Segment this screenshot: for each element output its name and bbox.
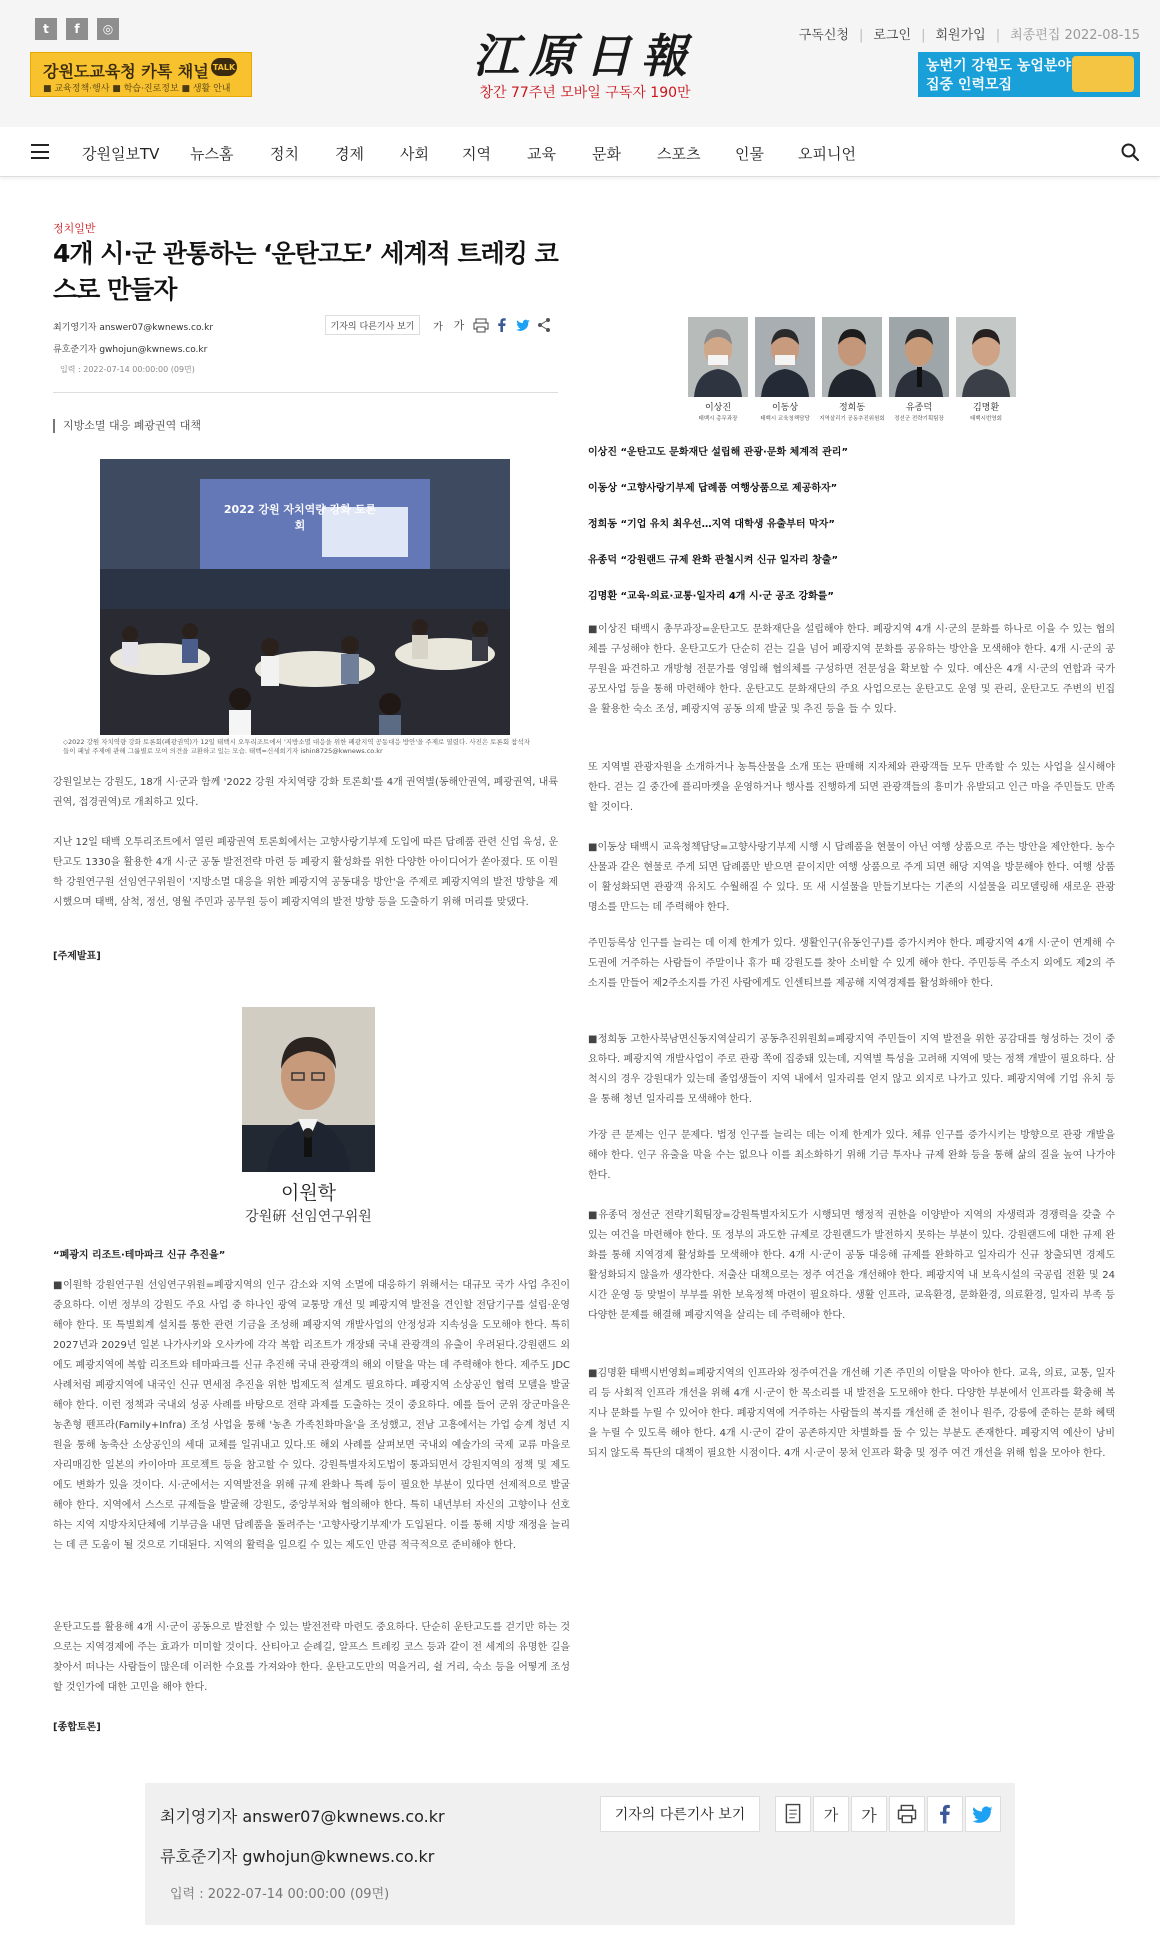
search-icon[interactable] xyxy=(1120,142,1140,162)
presenter-quote: “폐광지 리조트·테마파크 신규 추진을” xyxy=(53,1250,226,1261)
panelist-photo xyxy=(688,317,748,397)
nav-item-economy[interactable]: 경제 xyxy=(335,145,364,163)
nav-item-region[interactable]: 지역 xyxy=(462,145,491,163)
menu-icon[interactable] xyxy=(31,144,49,159)
edit-date: 최종편집 2022-08-15 xyxy=(1010,28,1140,43)
panelist-name: 정희동 xyxy=(838,403,866,413)
photo-banner-text: 2022 강원 자치역량 강화 토론회 xyxy=(223,503,377,532)
paragraph-panelist: ■이상진 태백시 총무과장=운탄고도 문화재단을 설립해야 한다. 폐광지역 4개 시·군의 문화를 하나로 이을 수 있는 협의체를 구성해야 한다. 운탄고도가 단순히 걷는 길을 넘어 폐광지역 문화를 공유하는 방안을 모색해야 한다. 4개 시·군의 공무원을 파견하고 개방형 전문가를 영입해 협의체를 구성하면 전문성을 확보할 수 있다. 예산은 4개 시·군의 연합과 국가 공모사업 등을 통해 마련해야 한다. 운탄고도 문화재단의 주요 사업으로는 운탄고도 운영 및 관리, 운탄고도 주변의 빈집을 활용한 숙소 조성, 폐광지역 공동 의제 발굴 및 추진 등을 들 수 있다. xyxy=(588,624,1115,715)
panelist-role: 태백시번영회 xyxy=(970,416,1002,422)
reporter-byline-1[interactable]: 최기영기자 answer07@kwnews.co.kr xyxy=(53,323,214,333)
panelist-photo xyxy=(956,317,1016,397)
banner-line2: 집중 인력모집 xyxy=(926,77,1013,93)
panelist-name: 이상진 xyxy=(704,403,732,413)
panelist-quote: 김명환 “교육·의료·교통·일자리 4개 시·군 공조 강화를” xyxy=(588,591,834,602)
panelist-quote: 이동상 “고향사랑기부제 답례품 여행상품으로 제공하자” xyxy=(588,483,838,494)
section-label-discussion: [종합토론] xyxy=(53,1722,101,1733)
paragraph-intro: 강원일보는 강원도, 18개 시·군과 함께 '2022 강원 자치역량 강화 토론회'를 4개 권역별(동해안권역, 폐광권역, 내륙권역, 접경권역)로 개최하고 있다. xyxy=(53,777,558,808)
reporter-byline-2[interactable]: 류호준기자 gwhojun@kwnews.co.kr xyxy=(53,345,208,355)
nav-item-home[interactable]: 뉴스홈 xyxy=(190,145,234,163)
instagram-social-icon[interactable]: ◎ xyxy=(97,18,119,40)
banner-illustration xyxy=(1072,56,1134,92)
document-icon[interactable] xyxy=(775,1796,811,1832)
share-icon[interactable] xyxy=(534,315,554,335)
panelist-photo xyxy=(755,317,815,397)
footer-font-increase-button[interactable]: 가 xyxy=(851,1796,887,1832)
signup-link[interactable]: 회원가입 xyxy=(935,28,986,43)
site-logo[interactable]: 江原日報 xyxy=(473,29,697,83)
footer-date: 입력 : 2022-07-14 00:00:00 (09면) xyxy=(170,1887,390,1902)
footer-facebook-icon[interactable] xyxy=(927,1796,963,1832)
banner-line1: 농번기 강원도 농업분야 xyxy=(926,58,1071,74)
footer-twitter-icon[interactable] xyxy=(965,1796,1001,1832)
twitter-social-icon[interactable]: t xyxy=(35,18,57,40)
panelist-quote: 유종덕 “강원랜드 규제 완화 관철시켜 신규 일자리 창출” xyxy=(588,555,839,566)
nav-item-society[interactable]: 사회 xyxy=(400,145,429,163)
print-icon[interactable] xyxy=(471,315,491,335)
section-label-presentation: [주제발표] xyxy=(53,951,101,962)
presenter-name: 이원학 xyxy=(280,1182,337,1204)
nav-item-education[interactable]: 교육 xyxy=(527,145,556,163)
panelist-photo xyxy=(822,317,882,397)
font-decrease-button[interactable]: 가 xyxy=(433,321,443,333)
nav-item-politics[interactable]: 정치 xyxy=(270,145,299,163)
banner-title: 강원도교육청 카톡 채널 xyxy=(43,62,209,81)
footer-font-decrease-button[interactable]: 가 xyxy=(813,1796,849,1832)
paragraph-presentation: ■이원학 강원연구원 선임연구위원=폐광지역의 인구 감소와 지역 소멸에 대응하기 위해서는 대규모 국가 사업 추진이 중요하다. 이번 정부의 강원도 주요 사업 중 하나인 광역 교통망 개선 및 폐광지역 발전을 견인할 전담기구를 설립·운영해야 한다. 또 특별회계 설치를 통한 관련 기금을 조성해 폐광지역 개발사업의 안정성과 지속성을 도모해야 한다. 특히 2027년과 2029년 일본 나가사키와 오사카에 각각 복합 리조트가 개장돼 국내 관광객의 유출이 우려된다.강원랜드 외에도 폐광지역에 복합 리조트와 테마파크를 신규 추진해 국내 관광객의 해외 이탈을 막는 데 주력해야 한다. 제주도 JDC 사례처럼 폐광지역에 내국인 신규 면세점 추진을 위한 법제도적 설계도 필요하다. 폐광지역 소상공인 협력 모델을 발굴해야 한다. 이런 정책과 국내외 성공 사례를 바탕으로 전략 과제를 도출하는 것이 중요하다. 예를 들어 군위 장군마을은 농촌형 펜프라(Family+Infra) 조성 사업을 통해 '농촌 가족친화마을'을 조성했고, 전남 고흥에서는 가업 승계 청년 지원을 통해 농축산 소상공인의 세대 교체를 일궈내고 있다.또 해외 사례를 살펴보면 국내외 예술가의 국제 교류 마을로 자리매김한 일본의 카이아마 프로젝트 등을 참고할 수 있다. 강원특별자치도법이 통과되면서 강원지역의 정책 및 제도에도 변화가 있을 것이다. 시·군에서는 지역발전을 위해 규제 완화나 특례 등이 필요한 부분이 있다면 선제적으로 발굴해야 한다. 지역에서 스스로 규제들을 발굴해 강원도, 중앙부처와 협의해야 한다. 특히 내년부터 자신의 고향이나 선호하는 지역 지방자치단체에 기부금을 내면 답례품을 돌려주는 '고향사랑기부제'가 도입된다. 이를 통해 지방 재정을 늘리는 데 큰 도움이 될 것으로 기대된다. 지역의 활력을 일으킬 수 있는 제도인 만큼 적극적으로 준비해야 한다. xyxy=(53,1280,570,1551)
paragraph-panelist: ■이동상 태백시 교육청책담당=고향사랑기부제 시행 시 답례품을 현물이 아닌 여행 상품으로 주는 방안을 제안한다. 농수산물과 같은 현물로 주게 되면 답례품만 받으면 끝이지만 여행 상품으로 주게 되면 해당 지역을 방문해야 한다. 여행 상품이 활성화되면 관광객 유치도 수월해질 수 있다. 또 새 시설물을 만들기보다는 기존의 시설물을 리모델링해 새로운 관광 명소를 만드는 데 주력해야 한다. xyxy=(588,842,1115,913)
footer-more-articles-button[interactable]: 기자의 다른기사 보기 xyxy=(600,1796,760,1832)
panelist-name: 유종덕 xyxy=(905,403,933,413)
paragraph-panelist: 또 지역별 관광자원을 소개하거나 농특산물을 소개 또는 판매해 지자체와 관광객들 모두 만족할 수 있는 사업을 실시해야 한다. 걷는 길 중간에 플리마켓을 운영하거나 행사를 진행하게 되면 관광객들의 흥미가 유발되고 인근 마을 주민들도 만족할 것이다. xyxy=(588,762,1115,813)
paragraph-panelist: ■정희동 고한사북남면신동지역살리기 공동추진위원회=폐광지역 주민들이 지역 발전을 위한 공감대를 형성하는 것이 중요하다. 폐광지역 개발사업이 주로 관광 쪽에 집중돼 있는데, 지역별 특성을 고려해 지역에 맞는 정책 개발이 필요하다. 삼척시의 경우 강원대가 있는데 졸업생들이 지역 내에서 일자리를 얻지 않고 외지로 나가고 있다. 폐광지역에 기업 유치 등을 통해 청년 일자리를 모색해야 한다. xyxy=(588,1034,1115,1105)
paragraph-route: 운탄고도를 활용해 4개 시·군이 공동으로 발전할 수 있는 발전전략 마련도 중요하다. 단순히 운탄고도를 걷기만 하는 것으로는 지역경제에 주는 효과가 미미할 것이다. 산티아고 순례길, 알프스 트레킹 코스 등과 같이 전 세계의 유명한 길을 찾아서 떠나는 사람들이 많은데 이러한 수요를 가져와야 한다. 운탄고도만의 먹을거리, 쉴 거리, 숙소 등을 어떻게 조성할 것인가에 대한 고민을 해야 한다. xyxy=(53,1622,570,1693)
paragraph-panelist: ■유종덕 정선군 전략기획팀장=강원특별자치도가 시행되면 행정적 권한을 이양받아 지역의 자생력과 경쟁력을 갖출 수 있는 여건을 마련해야 한다. 또 정부의 과도한 규제로 강원랜드가 발전하지 못하는 부분이 있다. 강원랜드에 대한 규제 완화를 통해 지역경제 활성화를 모색해야 한다. 4개 시·군이 공동 대응해 규제를 완화하고 일자리가 신규 창출되면 경제도 활성화되지 않을까 생각한다. 저출산 대책으로는 정주 여건을 개선해야 한다. 폐광지역 내 보육시설의 국공립 전환 및 24시간 운영 등 맞벌이 부부를 위한 보육정책 마련이 필요하다. 생활 인프라, 교육환경, 문화환경, 의료환경, 일자리 부족 등 다양한 문제를 해결해 폐광지역을 살리는 데 주력해야 한다. xyxy=(588,1210,1115,1321)
article-date: 입력 : 2022-07-14 00:00:00 (09면) xyxy=(60,365,195,374)
paragraph-forum: 지난 12일 태백 오투리조트에서 열린 폐광권역 토론회에서는 고향사랑기부제 도입에 따른 답례품 관련 신업 육성, 운탄고도 1330을 활용한 4개 시·군 공동 발전전략 마련 등 폐광지 활성화를 위한 다양한 아이디어가 쏟아졌다. 또 이원학 강원연구원 선임연구위원이 '지방소멸 대응을 위한 폐광지역 공동대응 방안'을 주제로 폐광지역의 발전 방향을 제시했으며 태백, 삼척, 정선, 영월 주민과 공무원 등이 폐광지역의 발전 방향 등을 도출하기 위해 머리를 맞댔다. xyxy=(53,837,558,908)
site-header xyxy=(0,0,1160,127)
farm-labor-banner[interactable] xyxy=(918,52,1140,97)
facebook-social-icon[interactable]: f xyxy=(66,18,88,40)
forum-photo xyxy=(100,459,510,735)
article-category[interactable]: 정치일반 xyxy=(53,222,96,235)
presenter-title: 강원硏 선임연구위원 xyxy=(245,1209,372,1225)
presenter-photo xyxy=(242,1007,375,1172)
divider xyxy=(53,392,558,393)
panelist-photos xyxy=(685,317,1018,427)
talk-icon: TALK xyxy=(211,58,237,76)
panelist-quote: 정희동 “기업 유치 최우선…지역 대학생 유출부터 막자” xyxy=(588,519,835,530)
more-articles-button[interactable]: 기자의 다른기사 보기 xyxy=(325,315,420,335)
top-links: 구독신청 | 로그인 | 회원가입 | 최종편집 2022-08-15 xyxy=(798,28,1140,43)
paragraph-panelist: 가장 큰 문제는 인구 문제다. 법정 인구를 늘리는 데는 이제 한계가 있다. 체류 인구를 증가시키는 방향으로 관광 개발을 해야 한다. 인구 유출을 막을 수는 없으나 이를 최소화하기 위해 기금 투자나 규제 완화 등을 통해 삶의 질을 높여 나가야 한다. xyxy=(588,1130,1115,1181)
article-headline: 4개 시·군 관통하는 ‘운탄고도’ 세계적 트레킹 코스로 만들자 xyxy=(53,239,558,304)
panelist-name: 김명환 xyxy=(972,403,1000,413)
nav-item-tv[interactable]: 강원일보TV xyxy=(82,145,160,163)
panelist-role: 정선군 전략기획팀장 xyxy=(894,416,944,422)
font-increase-button[interactable]: 가 xyxy=(453,319,465,332)
banner-subtitle: ■ 교육정책·행사 ■ 학습·진로정보 ■ 생활 안내 xyxy=(43,84,231,94)
login-link[interactable]: 로그인 xyxy=(873,28,912,43)
footer-reporter-2[interactable]: 류호준기자 gwhojun@kwnews.co.kr xyxy=(160,1847,435,1866)
panelist-role: 지역살리기 공동추진위원회 xyxy=(819,416,885,422)
panelist-role: 태백시 총무과장 xyxy=(698,416,738,422)
paragraph-panelist: ■김명환 태백시번영회=폐광지역의 인프라와 정주여건을 개선해 기존 주민의 이탈을 막아야 한다. 교육, 의료, 교통, 일자리 등 사회적 인프라 개선을 위해 4개 시·군이 한 목소리를 내 발전을 도모해야 한다. 다양한 부분에서 인프라를 확충해 복지나 문화를 누릴 수 있어야 한다. 폐광지역에 거주하는 사람들의 복지를 개선해 준 천이나 원주, 강릉에 준하는 문화 혜택을 누릴 수 있도록 해야 한다. 4개 시·군이 같이 공존하지만 차별화를 둘 수 있는 부분도 존재한다. 폐광지역 예산이 낭비되지 않도록 특단의 대책이 필요한 시점이다. 4개 시·군이 뭉쳐 인프라 확충 및 정주 여건 개선을 위해 힘을 모아야 한다. xyxy=(588,1368,1115,1459)
subscribe-link[interactable]: 구독신청 xyxy=(798,28,849,43)
nav-item-opinion[interactable]: 오피니언 xyxy=(798,145,856,163)
footer-reporter-1[interactable]: 최기영기자 answer07@kwnews.co.kr xyxy=(160,1807,445,1826)
facebook-share-icon[interactable] xyxy=(492,315,512,335)
panelist-name: 이동상 xyxy=(771,403,799,413)
nav-item-culture[interactable]: 문화 xyxy=(592,145,621,163)
panelist-photo xyxy=(889,317,949,397)
site-tagline: 창간 77주년 모바일 구독자 190만 xyxy=(479,85,691,101)
panelist-quote: 이상진 “운탄고도 문화재단 설립해 관광·문화 체계적 관리” xyxy=(588,447,849,458)
paragraph-panelist: 주민등록상 인구를 늘리는 데 이제 한계가 있다. 생활인구(유동인구)를 증가시켜야 한다. 폐광지역 4개 시·군이 연계해 수도권에 거주하는 사람들이 주말이나 휴가 때 강원도를 찾아 소비할 수 있게 해야 한다. 주민등록 주소지 외에도 제2의 주소지를 만들어 제2주소지를 가진 사람에게도 인센티브를 제공해 지역경제를 활성화해야 한다. xyxy=(588,938,1115,989)
main-nav xyxy=(0,127,1160,177)
photo-caption: ◇2022 강원 자치역량 강화 토론회(폐광권역)가 12일 태백시 오투리조트에서 '지방소멸 대응을 위한 폐광지역 공동대응 방안'을 주제로 열렸다. 사진은 토론회 참석자들이 패널 주제에 관해 그룹별로 모여 의견을 교환하고 있는 모습. 태백=신세희기자 ishin8725@kwnews.co.kr xyxy=(63,738,531,755)
article-subhead: 지방소멸 대응 폐광권역 대책 xyxy=(53,419,201,433)
nav-item-people[interactable]: 인물 xyxy=(735,145,764,163)
kakao-channel-banner[interactable] xyxy=(30,52,252,97)
footer-print-icon[interactable] xyxy=(889,1796,925,1832)
nav-item-sports[interactable]: 스포츠 xyxy=(657,145,701,163)
twitter-share-icon[interactable] xyxy=(513,315,533,335)
panelist-role: 태백시 교육청책담당 xyxy=(760,416,810,422)
